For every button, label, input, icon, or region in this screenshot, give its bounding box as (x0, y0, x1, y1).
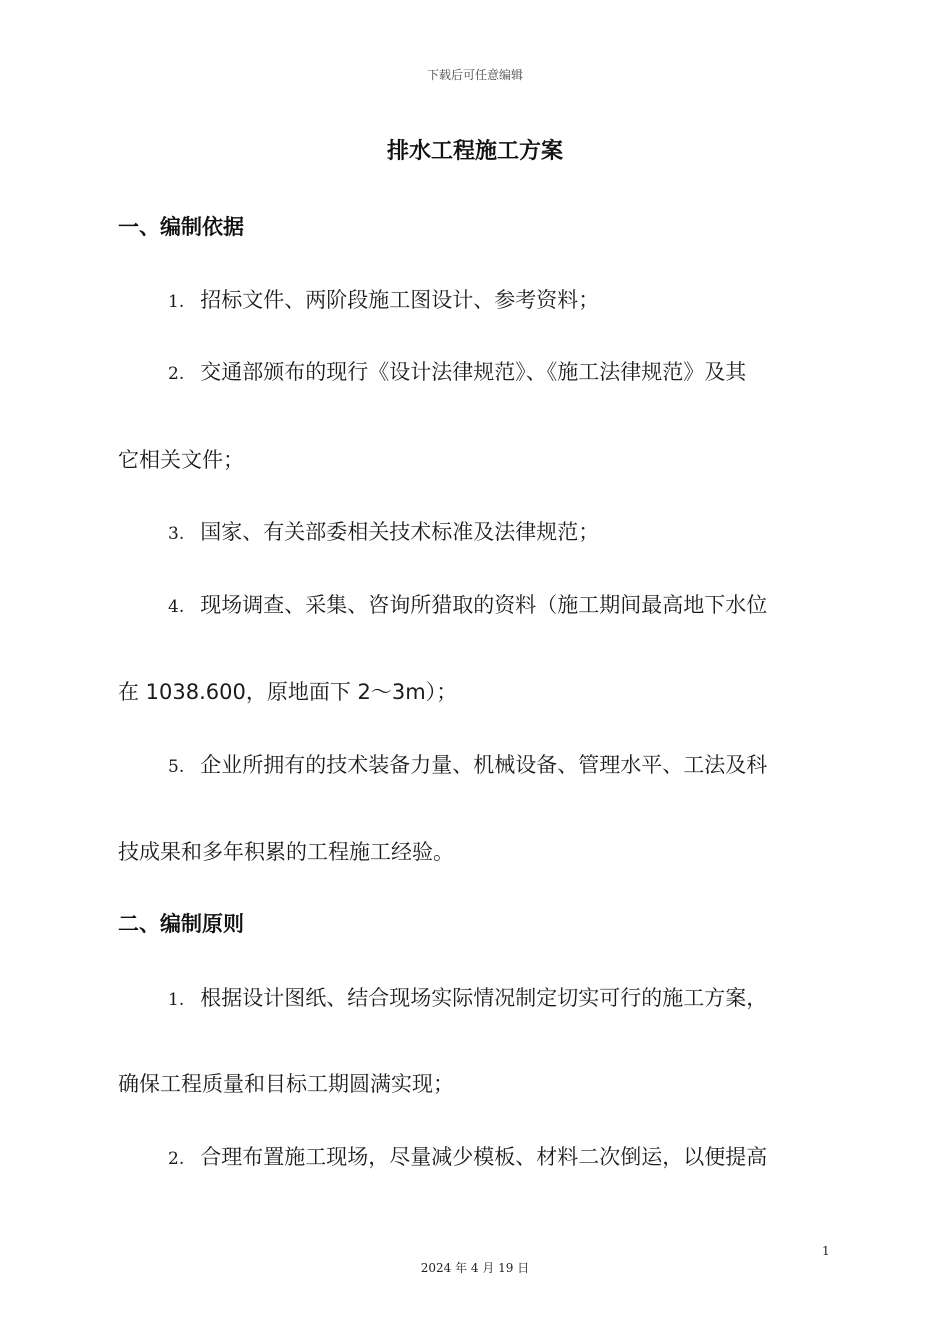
basis-item-2 (168, 356, 746, 386)
principle-item-1 (168, 982, 767, 1012)
section-heading-basis: 一、编制依据 (118, 215, 244, 239)
item-number: 3. (168, 524, 185, 544)
item-number: 2. (168, 1149, 185, 1169)
basis-item-2-continuation: 它相关文件； (118, 448, 244, 472)
principle-item-1-continuation: 确保工程质量和目标工期圆满实现； (118, 1072, 454, 1096)
item-text: 合理布置施工现场，尽量减少模板、材料二次倒运，以便提高 (200, 1145, 768, 1169)
document-title: 排水工程施工方案 (386, 139, 563, 164)
principle-item-2 (168, 1141, 767, 1171)
basis-item-5-continuation: 技成果和多年积累的工程施工经验。 (118, 840, 454, 864)
item-text: 国家、有关部委相关技术标准及法律规范； (200, 520, 600, 544)
item-number: 1. (168, 990, 185, 1010)
section-heading-principles: 二、编制原则 (118, 912, 244, 936)
item-number: 5. (168, 757, 185, 777)
footer-date: 2024 年 4 月 19 日 (420, 1261, 530, 1275)
basis-item-4-continuation: 在 1038.600，原地面下 2～3m）； (118, 680, 458, 704)
item-number: 1. (168, 292, 185, 312)
basis-item-5 (168, 749, 767, 779)
page-number: 1 (822, 1244, 830, 1258)
item-text: 根据设计图纸、结合现场实际情况制定切实可行的施工方案， (200, 986, 768, 1010)
basis-item-4 (168, 589, 767, 619)
item-text: 现场调查、采集、咨询所猎取的资料（施工期间最高地下水位 (200, 593, 768, 617)
item-number: 4. (168, 597, 185, 617)
item-number: 2. (168, 364, 185, 384)
basis-item-3 (168, 516, 599, 546)
item-text: 交通部颁布的现行《设计法律规范》、《施工法律规范》及其 (200, 360, 747, 384)
header-note: 下载后可任意编辑 (426, 68, 523, 82)
item-text: 招标文件、两阶段施工图设计、参考资料； (200, 288, 600, 312)
item-text: 企业所拥有的技术装备力量、机械设备、管理水平、工法及科 (200, 753, 768, 777)
basis-item-1 (168, 284, 599, 314)
